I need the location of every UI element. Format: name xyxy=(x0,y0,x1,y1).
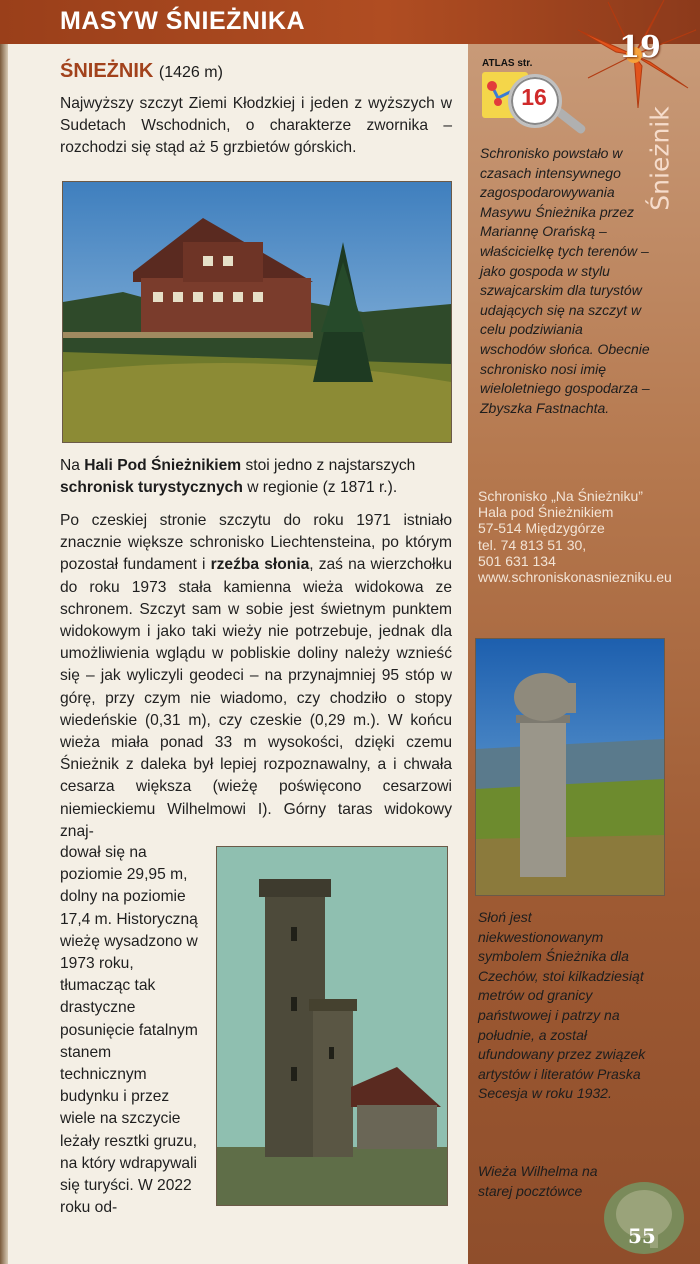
peak-height: (1426 m) xyxy=(158,64,223,81)
atlas-label: ATLAS str. xyxy=(482,58,533,69)
hut-caption xyxy=(60,455,452,499)
page-binding-shadow xyxy=(0,44,8,1264)
main-paragraph-continued: dował się na poziomie 29,95 m, dolny na poziomie 17,4 m. Historyczną wieżę wysadzono w 1973 roku, tłumacząc tak drastyczne posunięcie fatalnym stanem technicznym budynku i przez wiele na szczycie leżały resztki gruzu, na który wdrapywali się turyści. W 2022 roku od- xyxy=(60,844,198,1217)
atlas-page-number: 16 xyxy=(521,84,547,110)
paragraph-text: Po czeskiej stronie szczytu do roku 1971 istniało znacznie większe schronisko Liechtensteina, po którym pozostał fundament i xyxy=(60,512,452,574)
hut-address-block xyxy=(478,488,698,585)
caption-text: stoi jedno z najstarszych xyxy=(241,457,416,474)
hut-history-note: Schronisko powstało w czasach intensywnego zagospodarowywania Masywu Śnieżnika przez Mariannę Orańską – właścicielkę tych terenów – jako gospoda w stylu szwajcarskim dla turystów udających się na szczyt w celu podziwiania wschodów słońca. Obecnie schronisko nosi imię wieloletniego gospodarza – Zbyszka Fastnachta. xyxy=(480,145,650,416)
atlas-reference xyxy=(480,54,600,134)
caption-text: w regionie (z 1871 r.). xyxy=(242,479,398,496)
caption-bold-hut-type: schronisk turystycznych xyxy=(60,479,243,496)
hut-location: Hala pod Śnieżnikiem xyxy=(478,504,614,521)
wilhelm-tower-postcard-photo xyxy=(216,846,448,1206)
mountain-hut-photo xyxy=(62,181,452,443)
side-tab-text: Śnieżnik xyxy=(645,106,675,211)
hut-name: Schronisko „Na Śnieżniku” xyxy=(478,488,643,504)
caption-text: Na xyxy=(60,457,85,474)
hut-phone: tel. 74 813 51 30, xyxy=(478,536,587,553)
peak-name: ŚNIEŻNIK xyxy=(60,60,154,82)
tower-caption: Wieża Wilhelma na starej pocztówce xyxy=(478,1163,598,1199)
peak-heading xyxy=(60,60,223,83)
hut-phone-2: 501 631 134 xyxy=(478,552,556,569)
chapter-number: 19 xyxy=(619,30,661,65)
main-paragraph xyxy=(60,510,452,843)
paragraph-bold-elephant: rzeźba słonia xyxy=(210,556,310,574)
page-number: 55 xyxy=(628,1224,656,1248)
caption-bold-hut-place: Hali Pod Śnieżnikiem xyxy=(84,457,242,474)
chapter-title: MASYW ŚNIEŻNIKA xyxy=(60,7,305,35)
hut-website: www.schroniskonasniezniku.eu xyxy=(478,569,672,586)
elephant-note: Słoń jest niekwestionowanym symbolem Śnieżnika dla Czechów, stoi kilkadziesiąt metrów od granicy państwowej i patrzy na południe, a został ufundowany przez związek artystów i literatów Praska Secesja w roku 1932. xyxy=(478,909,646,1102)
paragraph-text: , zaś na wierzchołku do roku 1973 stała kamienna wieża widokowa ze schronem. Szczyt sam w sobie jest świetnym punktem widokowym i jako taki wieży nie potrzebuje, jednak dla umożliwienia wglądu w pobliskie doliny należy wznieść się – jak wyliczyli geodeci – na przynajmniej 95 stóp w górę, przy czym nie wiadomo, czy chodziło o stopy wiedeńskie (0,31 m), czy czeskie (0,29 m.). W końcu wieża miała ponad 33 m wysokości, dzięki czemu Śnieżnik z daleka był lepiej rozpoznawalny, a i chwała cesarza większa (wieżę poświęcono cesarzowi niemieckiemu Wilhelmowi I). Górny taras widokowy znaj- xyxy=(60,556,452,840)
intro-paragraph: Najwyższy szczyt Ziemi Kłodzkiej i jeden z wyższych w Sudetach Wschodnich, o charakterze zwornika – rozchodzi się stąd aż 5 grzbietów górskich. xyxy=(60,95,452,157)
elephant-statue-photo xyxy=(475,638,665,896)
hut-postcode: 57-514 Międzygórze xyxy=(478,520,605,537)
